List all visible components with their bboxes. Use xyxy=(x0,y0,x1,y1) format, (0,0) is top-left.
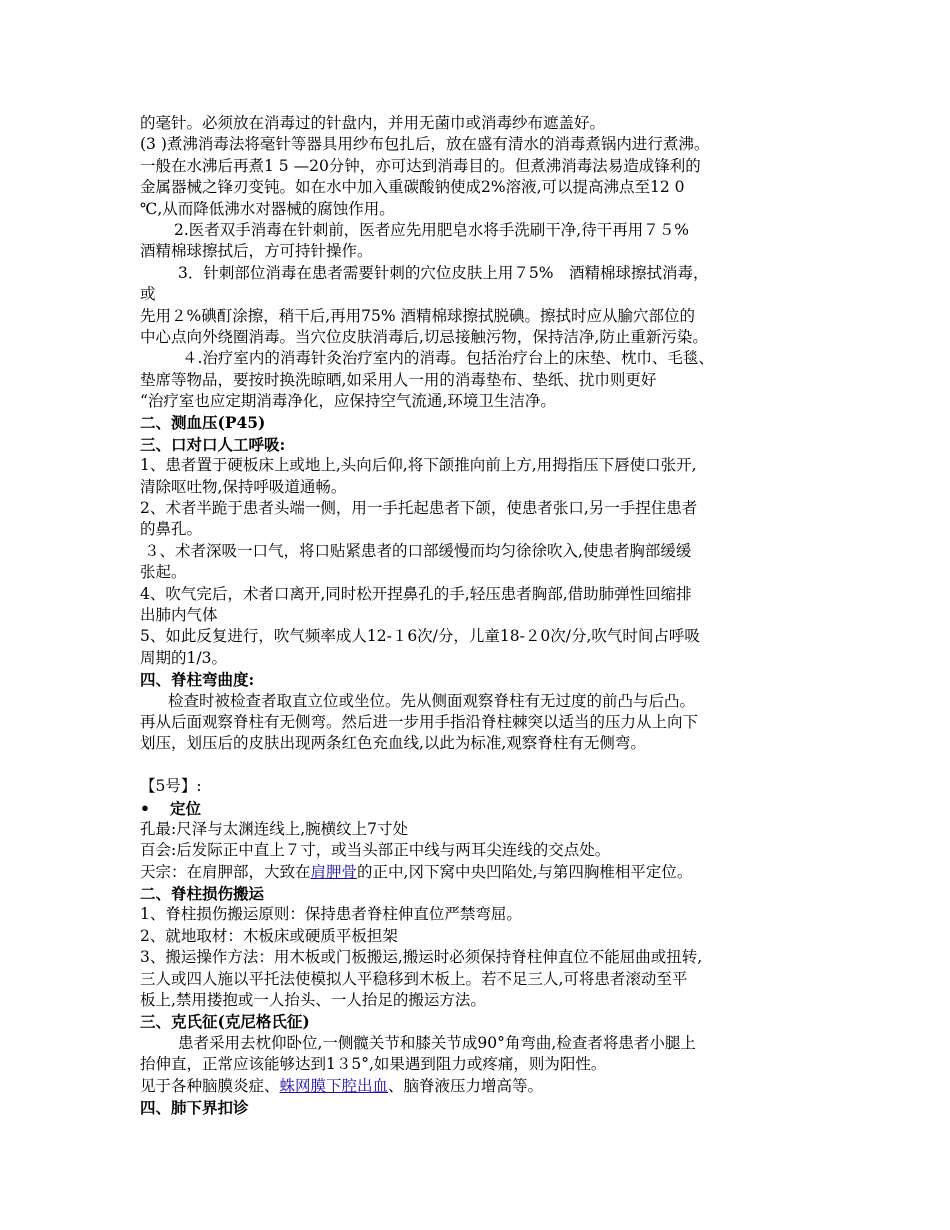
text-line: 2、就地取材：木板床或硬质平板担架 xyxy=(140,926,398,945)
text-line: 先用２%碘酊涂擦，稍干后,再用75% 酒精棉球擦拭脱碘。擦拭时应从腧穴部位的 xyxy=(140,306,696,325)
text-line: 一般在水沸后再煮1 5 —20分钟，亦可达到消毒目的。但煮沸消毒法易造成锋利的 xyxy=(140,156,701,175)
text-line: 或 xyxy=(140,285,156,304)
text-line: 出肺内气体 xyxy=(140,605,218,624)
text-line: 板上,禁用搂抱或一人抬头、一人抬足的搬运方法。 xyxy=(140,991,486,1010)
text-line: 患者采用去枕仰卧位,一侧髋关节和膝关节成90°角弯曲,检查者将患者小腿上 xyxy=(178,1033,696,1052)
text-line xyxy=(140,862,820,883)
text-line: 百会:后发际正中直上７寸，或当头部正中线与两耳尖连线的交点处。 xyxy=(140,841,611,860)
text-line: 2、术者半跪于患者头端一侧，用一手托起患者下颌，使患者张口,另一手捏住患者 xyxy=(140,499,698,518)
text-line: 中心点向外绕圈消毒。当穴位皮肤消毒后,切忌接触污物，保持洁净,防止重新污染。 xyxy=(140,327,708,346)
text-line: 检查时被检查者取直立位或坐位。先从侧面观察脊柱有无过度的前凸与后凸。 xyxy=(168,691,696,710)
text-line: 金属器械之锋刃变钝。如在水中加入重碳酸钠使成2%溶液,可以提高沸点至12 0 xyxy=(140,178,685,197)
section-heading: 三、克氏征(克尼格氏征) xyxy=(140,1012,310,1032)
text-line: ３、术者深吸一口气，将口贴紧患者的口部缓慢而均匀徐徐吹入,使患者胸部缓缓 xyxy=(144,541,692,560)
text-line: 张起。 xyxy=(140,563,187,582)
text-line: 4、吹气完后，术者口离开,同时松开捏鼻孔的手,轻压患者胸部,借助肺弹性回缩排 xyxy=(140,584,692,603)
section-heading: 二、测血压(P45) xyxy=(140,413,266,433)
section-label: 【5号】: xyxy=(140,777,202,796)
text-span: 见于各种脑膜炎症、 xyxy=(140,1076,280,1095)
text-line: 5、如此反复进行，吹气频率成人12-１6次/分，儿童18-２0次/分,吹气时间占呼吸 xyxy=(140,627,700,646)
text-line: 酒精棉球擦拭后，方可持针操作。 xyxy=(140,242,373,261)
text-line: 三人或四人施以平托法使模拟人平稳移到木板上。若不足三人,可将患者滚动至平 xyxy=(140,969,688,988)
bullet-item xyxy=(140,798,820,819)
text-line: 清除呕吐物,保持呼吸道通畅。 xyxy=(140,477,347,496)
subarachnoid-hemorrhage-link[interactable]: 蛛网膜下腔出血 xyxy=(279,1076,389,1095)
text-line: 孔最:尺泽与太渊连线上,腕横纹上7寸处 xyxy=(140,819,409,838)
text-line xyxy=(140,1076,820,1097)
text-line: ℃,从而降低沸水对器械的腐蚀作用。 xyxy=(140,199,395,218)
text-line: 划压，划压后的皮肤出现两条红色充血线,以此为标准,观察脊柱有无侧弯。 xyxy=(140,734,646,753)
text-line: 2.医者双手消毒在针刺前，医者应先用肥皂水将手洗刷干净,待干再用７５% xyxy=(174,220,689,239)
text-span: 的正中,冈下窝中央凹陷处,与第四胸椎相平定位。 xyxy=(357,862,693,881)
text-line: 的鼻孔。 xyxy=(140,520,203,539)
text-line: 1、脊柱损伤搬运原则：保持患者脊柱伸直位严禁弯屈。 xyxy=(140,905,522,924)
text-span: 天宗：在肩胛部，大致在 xyxy=(140,862,311,881)
section-heading: 四、脊柱弯曲度: xyxy=(140,670,255,690)
text-line: 的毫针。必须放在消毒过的针盘内，并用无菌巾或消毒纱布遮盖好。 xyxy=(140,114,606,132)
text-line: 周期的1/3。 xyxy=(140,648,227,667)
text-line: (3 )煮沸消毒法将毫针等器具用纱布包扎后，放在盛有清水的消毒煮锅内进行煮沸。 xyxy=(140,135,710,154)
section-heading: 四、肺下界扣诊 xyxy=(140,1097,249,1117)
text-line: 3．针刺部位消毒在患者需要针刺的穴位皮肤上用７5% 酒精棉球擦拭消毒， xyxy=(178,263,709,282)
section-heading: 三、口对口人工呼吸: xyxy=(140,434,286,454)
scapula-link[interactable]: 肩胛骨 xyxy=(310,862,358,881)
text-line: ４.治疗室内的消毒针灸治疗室内的消毒。包括治疗台上的床垫、枕巾、毛毯、 xyxy=(182,349,714,368)
blank-line xyxy=(140,755,820,776)
text-line: 3、搬运操作方法：用木板或门板搬运,搬运时必须保持脊柱伸直位不能屈曲或扭转, xyxy=(140,948,703,967)
text-span: 、脑脊液压力增高等。 xyxy=(388,1076,544,1095)
bullet-icon: • xyxy=(140,798,150,818)
text-line: 垫席等物品，要按时换洗晾晒,如采用人一用的消毒垫布、垫纸、扰巾则更好 xyxy=(140,370,657,389)
text-line: “治疗室也应定期消毒净化，应保持空气流通,环境卫生洁净。 xyxy=(140,392,556,411)
text-line: 1、患者置于硬板床上或地上,头向后仰,将下颌推向前上方,用拇指压下唇使口张开, xyxy=(140,456,697,475)
bullet-heading: 定位 xyxy=(170,798,202,818)
section-heading: 二、脊柱损伤搬运 xyxy=(140,884,265,904)
text-line: 抬伸直，正常应该能够达到1３5°,如果遇到阻力或疼痛，则为阳性。 xyxy=(140,1055,607,1074)
text-line: 再从后面观察脊柱有无侧弯。然后进一步用手指沿脊柱棘突以适当的压力从上向下 xyxy=(140,712,699,731)
document-page xyxy=(140,113,820,1118)
